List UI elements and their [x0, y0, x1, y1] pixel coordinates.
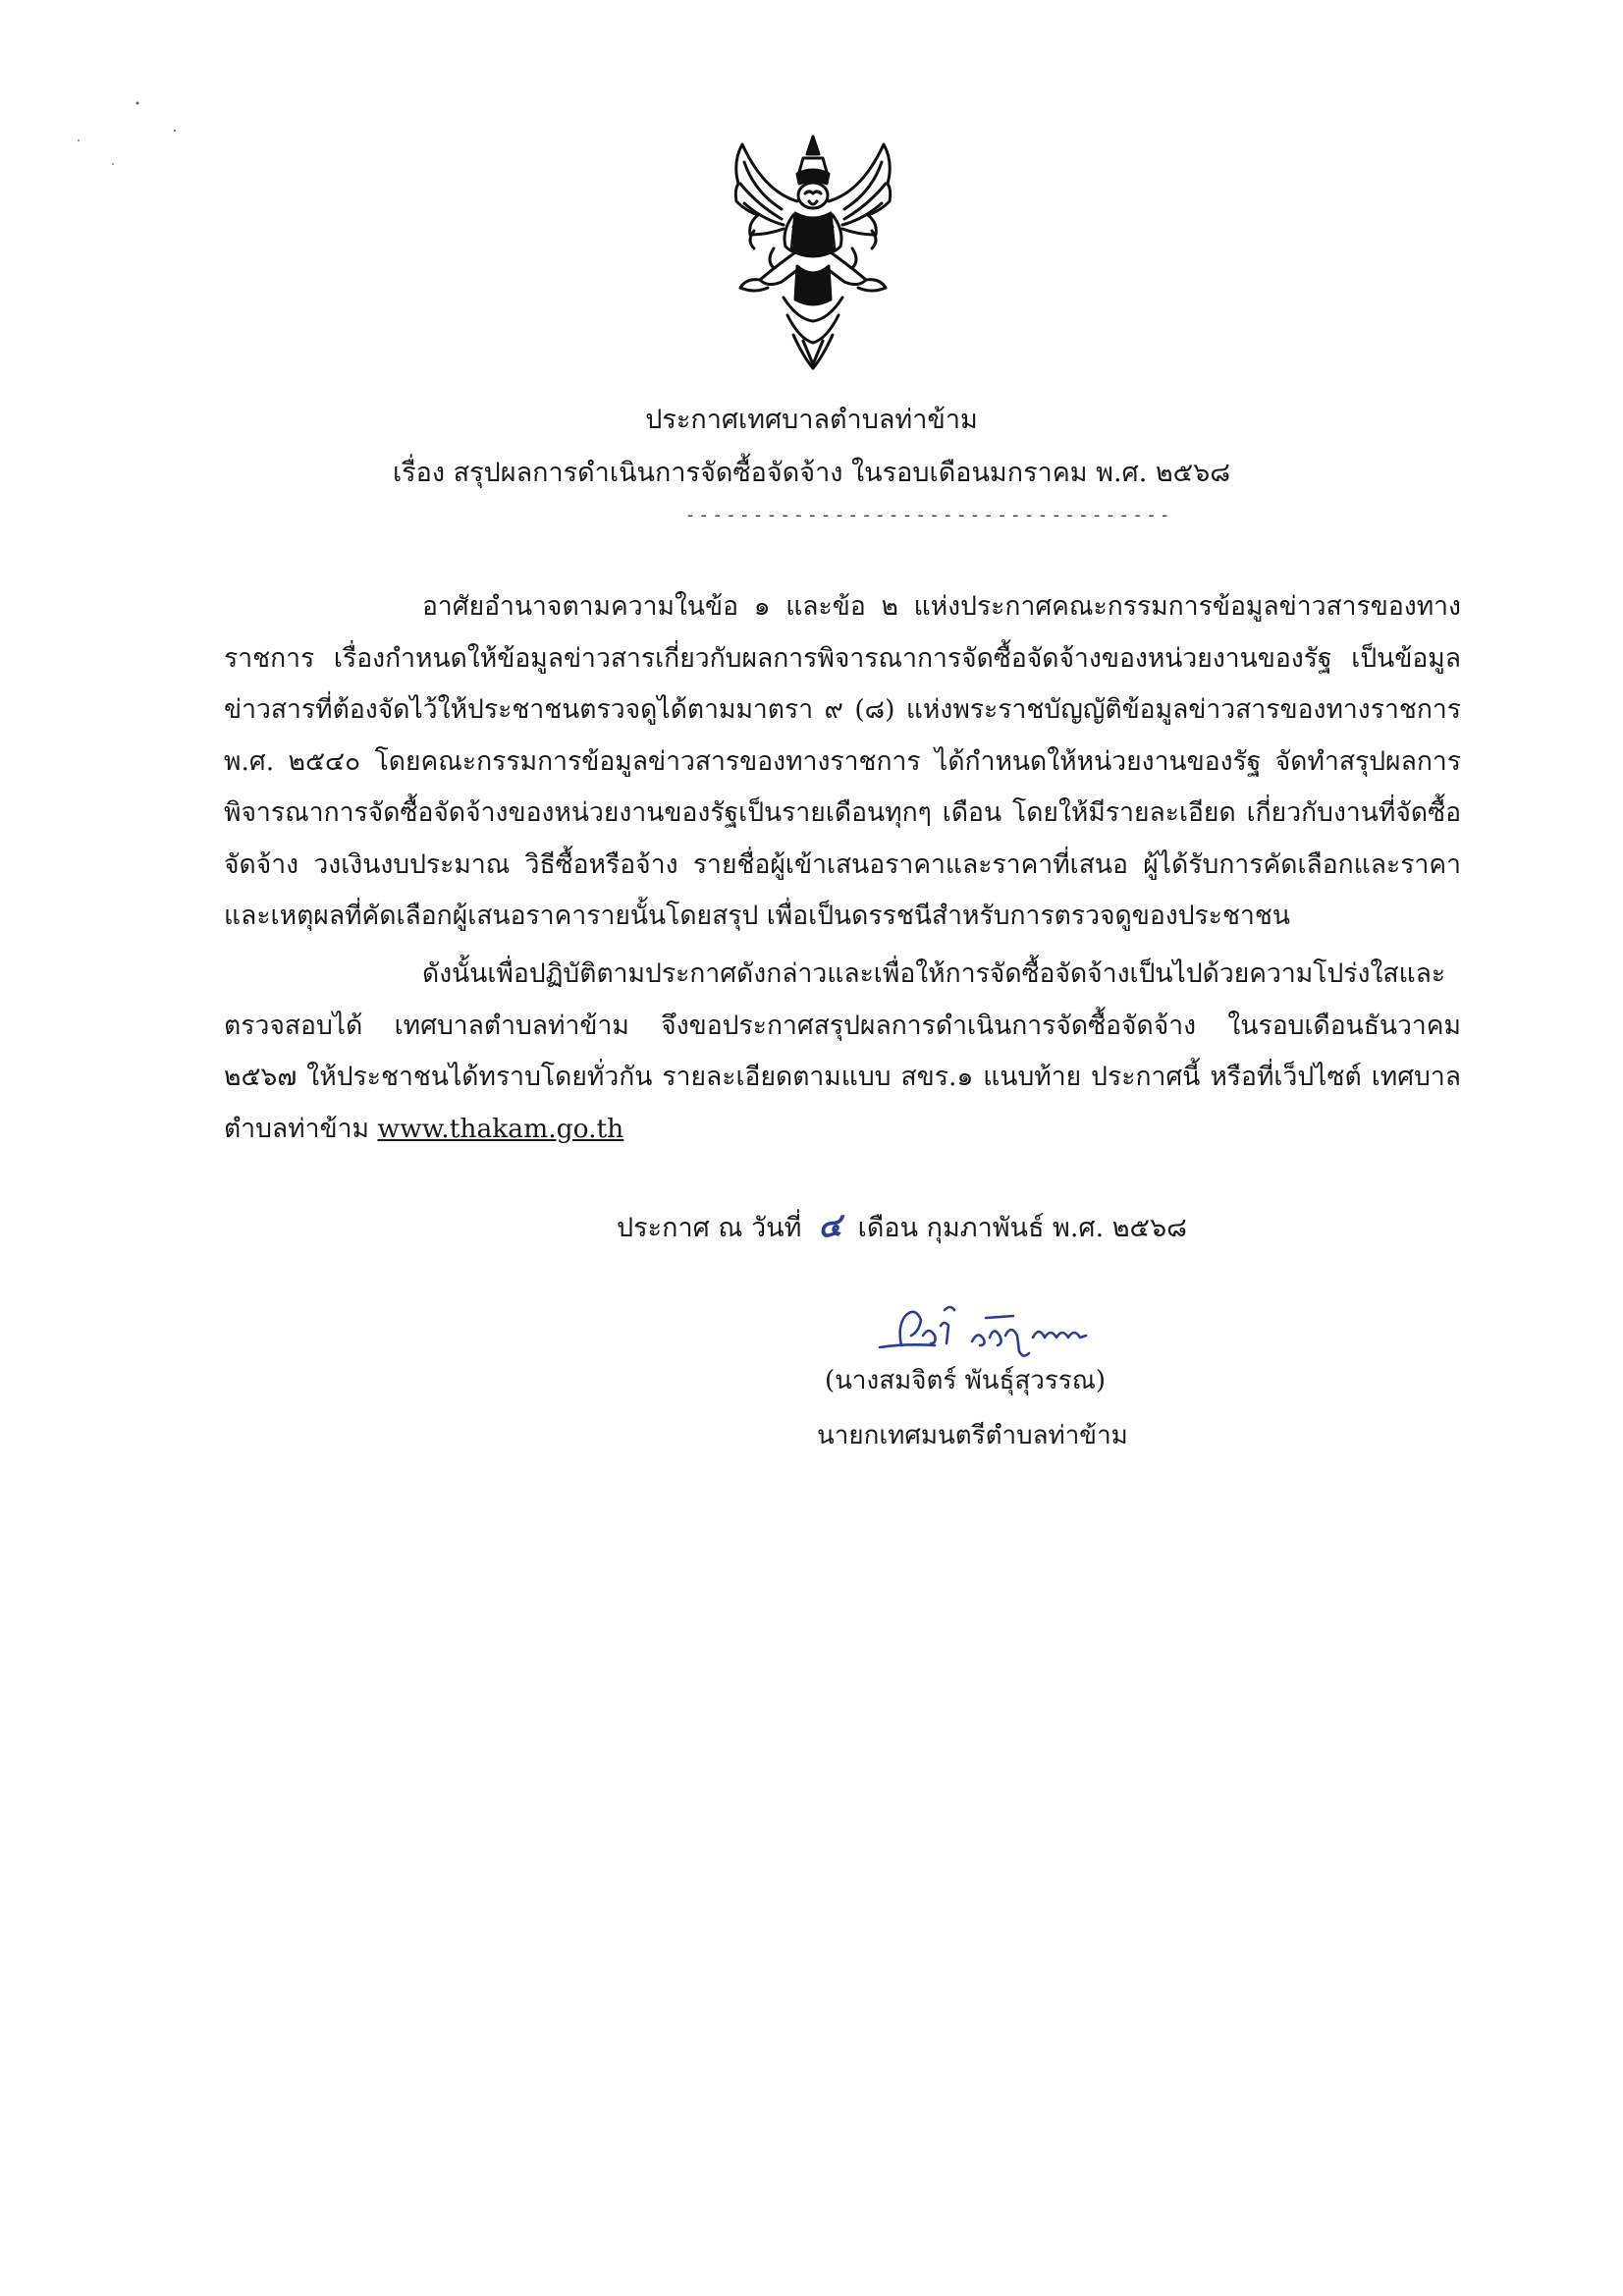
body-paragraph-2	[224, 949, 1461, 1155]
title-divider: - - - - - - - - - - - - - - - - - - - - - - - - - - - - - - - - - - - -	[687, 505, 1169, 525]
handwritten-signature	[876, 1296, 1131, 1365]
announcement-title: ประกาศเทศบาลตำบลท่าข้าม	[645, 405, 978, 435]
date-month-year: เดือน กุมภาพันธ์ พ.ศ. ๒๕๖๘	[857, 1213, 1187, 1243]
website-link[interactable]: www.thakam.go.th	[377, 1113, 624, 1144]
body-paragraph-1	[224, 581, 1461, 943]
date-prefix: ประกาศ ณ วันที่	[617, 1213, 802, 1243]
paragraph-1-text: อาศัยอำนาจตามความในข้อ ๑ และข้อ ๒ แห่งประกาศคณะกรรมการข้อมูลข่าวสารของทางราชการ เรื่องกำหนดให้ข้อมูลข่าวสารเกี่ยวกับผลการพิจารณาการจัดซื้อจัดจ้างของหน่วยงานของรัฐ เป็นข้อมูลข่าวสารที่ต้องจัดไว้ให้ประชาชนตรวจดูได้ตามมาตรา ๙ (๘) แห่งพระราชบัญญัติข้อมูลข่าวสารของทางราชการ พ.ศ. ๒๕๔๐ โดยคณะกรรมการข้อมูลข่าวสารของทางราชการ ได้กำหนดให้หน่วยงานของรัฐ จัดทำสรุปผลการพิจารณาการจัดซื้อจัดจ้างของหน่วยงานของรัฐเป็นรายเดือนทุกๆ เดือน โดยให้มีรายละเอียด เกี่ยวกับงานที่จัดซื้อจัดจ้าง วงเงินงบประมาณ วิธีซื้อหรือจ้าง รายชื่อผู้เข้าเสนอราคาและราคาที่เสนอ ผู้ได้รับการคัดเลือกและราคา และเหตุผลที่คัดเลือกผู้เสนอราคารายนั้นโดยสรุป เพื่อเป็นดรรชนีสำหรับการตรวจดูของประชาชน	[224, 591, 1461, 931]
signer-name: (นางสมจิตร์ พันธุ์สุวรรณ)	[825, 1366, 1107, 1395]
announcement-subject: เรื่อง สรุปผลการดำเนินการจัดซื้อจัดจ้าง ในรอบเดือนมกราคม พ.ศ. ๒๕๖๘	[392, 458, 1231, 488]
garuda-emblem	[725, 133, 901, 373]
scan-specks	[69, 93, 187, 182]
announcement-date	[617, 1200, 1187, 1254]
handwritten-day: ๔	[815, 1205, 844, 1246]
paragraph-2-text: ดังนั้นเพื่อปฏิบัติตามประกาศดังกล่าวและเพื่อให้การจัดซื้อจัดจ้างเป็นไปด้วยความโปร่งใสและตรวจสอบได้ เทศบาลตำบลท่าข้าม จึงขอประกาศสรุปผลการดำเนินการจัดซื้อจัดจ้าง ในรอบเดือนธันวาคม ๒๕๖๗ ให้ประชาชนได้ทราบโดยทั่วกัน รายละเอียดตามแบบ สขร.๑ แนบท้าย ประกาศนี้ หรือที่เว็ปไซต์ เทศบาลตำบลท่าข้าม	[224, 958, 1461, 1144]
signer-position: นายกเทศมนตรีตำบลท่าข้าม	[817, 1421, 1128, 1450]
